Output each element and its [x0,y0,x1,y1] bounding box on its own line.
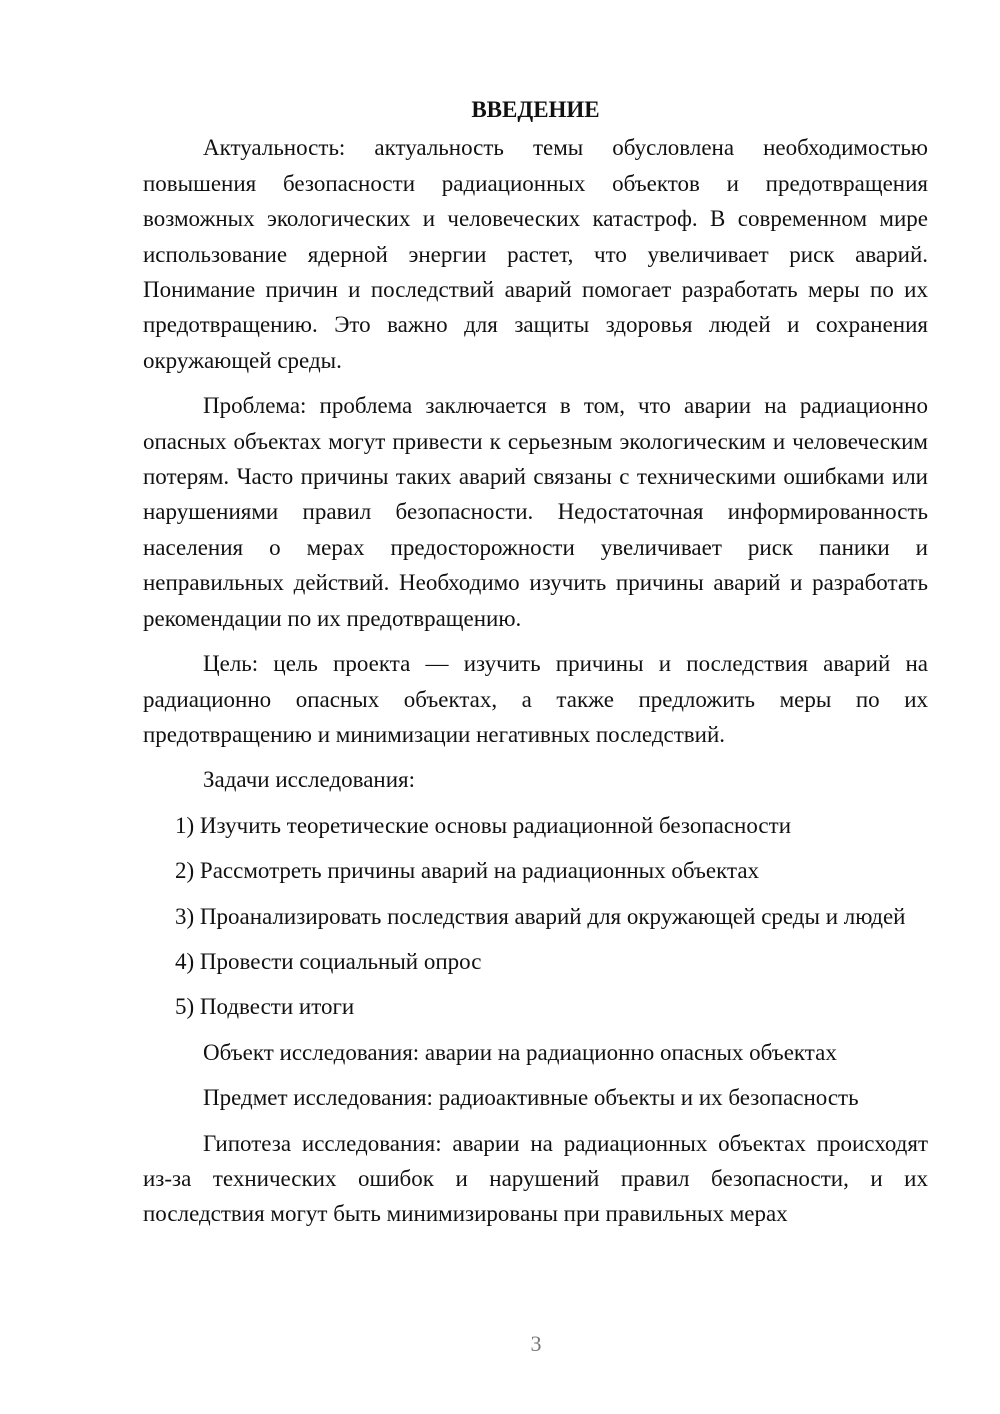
problem-paragraph: Проблема: проблема заключается в том, что аварии на радиационно опасных объектах могут привести к серьезным экологическим и человеческим потерям. Часто причины таких аварий связаны с техническими ошибками или нарушениями правил безопасности. Недостаточная информированность населения о мерах предосторожности увеличивает риск паники и неправильных действий. Необходимо изучить причины аварий и разработать рекомендации по их предотвращению. [143,393,928,631]
task-item: 5) Подвести итоги [175,994,355,1020]
page-content [143,92,928,1232]
research-object: Объект исследования: аварии на радиационно опасных объектах [203,1039,837,1065]
tasks-heading: Задачи исследования: [203,767,416,793]
task-item: 4) Провести социальный опрос [175,948,482,974]
relevance-paragraph: Актуальность: актуальность темы обусловлена необходимостью повышения безопасности радиационных объектов и предотвращения возможных экологических и человеческих катастроф. В современном мире использование ядерной энергии растет, что увеличивает риск аварий. Понимание причин и последствий аварий помогает разработать меры по их предотвращению. Это важно для защиты здоровья людей и сохранения окружающей среды. [143,135,928,373]
research-subject: Предмет исследования: радиоактивные объекты и их безопасность [203,1085,859,1111]
goal-paragraph: Цель: цель проекта — изучить причины и последствия аварий на радиационно опасных объектах, а также предложить меры по их предотвращению и минимизации негативных последствий. [143,651,928,747]
task-item: 2) Рассмотреть причины аварий на радиационных объектах [175,858,760,884]
section-title: ВВЕДЕНИЕ [471,97,600,122]
page-number: 3 [530,1331,542,1356]
task-item: 1) Изучить теоретические основы радиационной безопасности [175,812,792,838]
hypothesis-paragraph: Гипотеза исследования: аварии на радиационных объектах происходят из-за технических ошибок и нарушений правил безопасности, и их последствия могут быть минимизированы при правильных мерах [143,1130,928,1227]
task-item: 3) Проанализировать последствия аварий для окружающей среды и людей [175,903,906,929]
